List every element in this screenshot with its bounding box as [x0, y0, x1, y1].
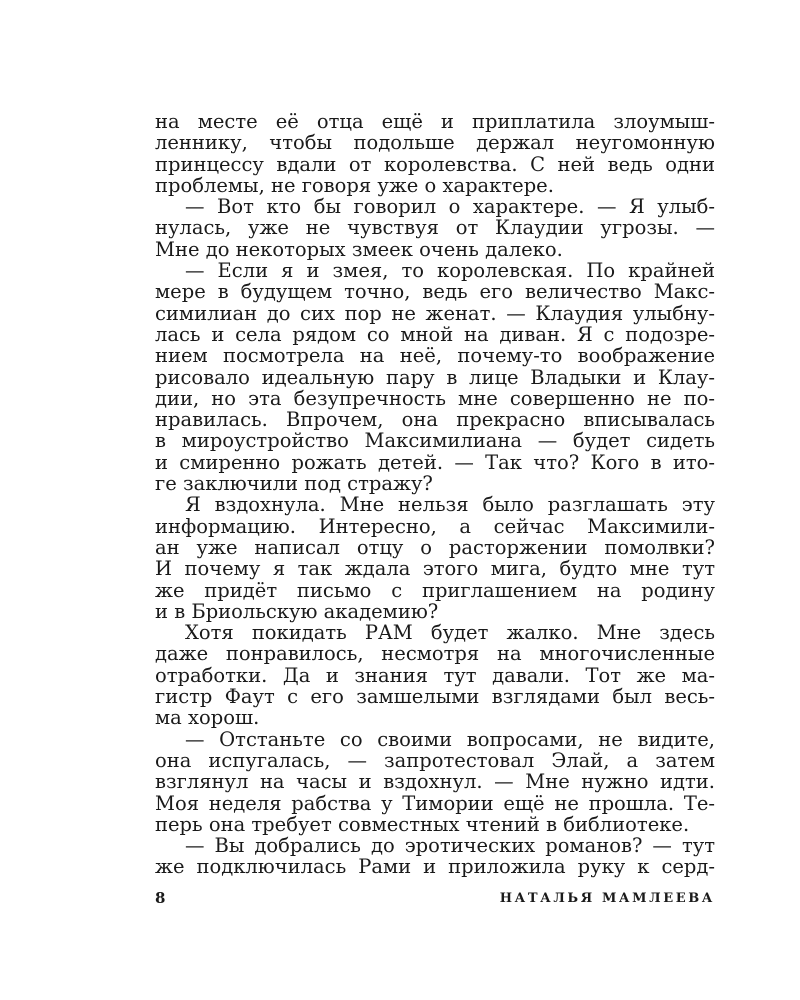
text-line: взглянул на часы и вздохнул. — Мне нужно идти. [155, 770, 715, 794]
text-line: же придёт письмо с приглашением на родину [155, 578, 715, 602]
text-line: на месте её отца ещё и приплатила злоумыш- [155, 110, 715, 133]
text-line: гистр Фаут с его замшелыми взглядами был весь- [155, 685, 715, 709]
text-line: леннику, чтобы подольше держал неугомонную [155, 131, 715, 155]
text-line: Мне до некоторых змеек очень далеко. [155, 237, 563, 261]
text-line: же подключилась Рами и приложила руку к серд- [155, 855, 715, 879]
text-line: Хотя покидать РАМ будет жалко. Мне здесь [185, 621, 715, 645]
text-line: лась и села рядом со мной на диван. Я с подозре- [155, 322, 715, 346]
text-line: проблемы, не говоря уже о характере. [155, 173, 554, 197]
text-line: отработки. Да и знания тут давали. Тот же ма- [155, 663, 715, 687]
page-number: 8 [155, 889, 166, 907]
text-line: — Вы добрались до эротических романов? — тут [185, 834, 715, 858]
text-line: и в Бриольскую академию? [155, 599, 439, 623]
text-line: ге заключили под стражу? [155, 472, 433, 496]
text-line: Я вздохнула. Мне нельзя было разглашать эту [185, 493, 715, 517]
text-line: нием посмотрела на неё, почему-то воображение [155, 344, 715, 368]
text-line: дии, но эта безупречность мне совершенно не по- [155, 386, 715, 410]
text-line: рисовало идеальную пару в лице Владыки и Клау- [155, 365, 715, 389]
page-footer [155, 889, 715, 911]
author-name: НАТАЛЬЯ МАМЛЕЕВА [499, 891, 715, 906]
text-line: — Вот кто бы говорил о характере. — Я улыб- [185, 195, 715, 219]
text-line: принцессу вдали от королевства. С ней ведь одни [155, 152, 715, 176]
text-line: и смиренно рожать детей. — Так что? Кого в ито- [155, 450, 715, 474]
text-line: перь она требует совместных чтений в библиотеке. [155, 812, 690, 836]
text-line: мере в будущем точно, ведь его величество Макс- [155, 280, 715, 304]
text-line: в мироустройство Максимилиана — будет сидеть [155, 429, 715, 453]
text-line: Моя неделя рабства у Тимории ещё не прошла. Те- [155, 791, 715, 815]
text-line: — Отстаньте со своими вопросами, не видите, [185, 727, 715, 751]
text-line: симилиан до сих пор не женат. — Клаудия улыбну- [155, 301, 715, 325]
text-line: даже понравилось, несмотря на многочисленные [155, 642, 715, 666]
text-line: ан уже написал отцу о расторжении помолвки? [155, 535, 715, 559]
text-line: И почему я так ждала этого мига, будто мне тут [155, 557, 715, 581]
text-line: информацию. Интересно, а сейчас Максимили- [155, 514, 715, 538]
text-line: ма хорош. [155, 706, 260, 730]
text-line: — Если я и змея, то королевская. По крайней [185, 259, 715, 283]
text-line: нравилась. Впрочем, она прекрасно вписывалась [155, 408, 715, 432]
body-text [155, 111, 715, 878]
text-line: нулась, уже не чувствуя от Клаудии угрозы. — [155, 216, 715, 240]
text-line: она испугалась, — запротестовал Элай, а затем [155, 748, 715, 772]
